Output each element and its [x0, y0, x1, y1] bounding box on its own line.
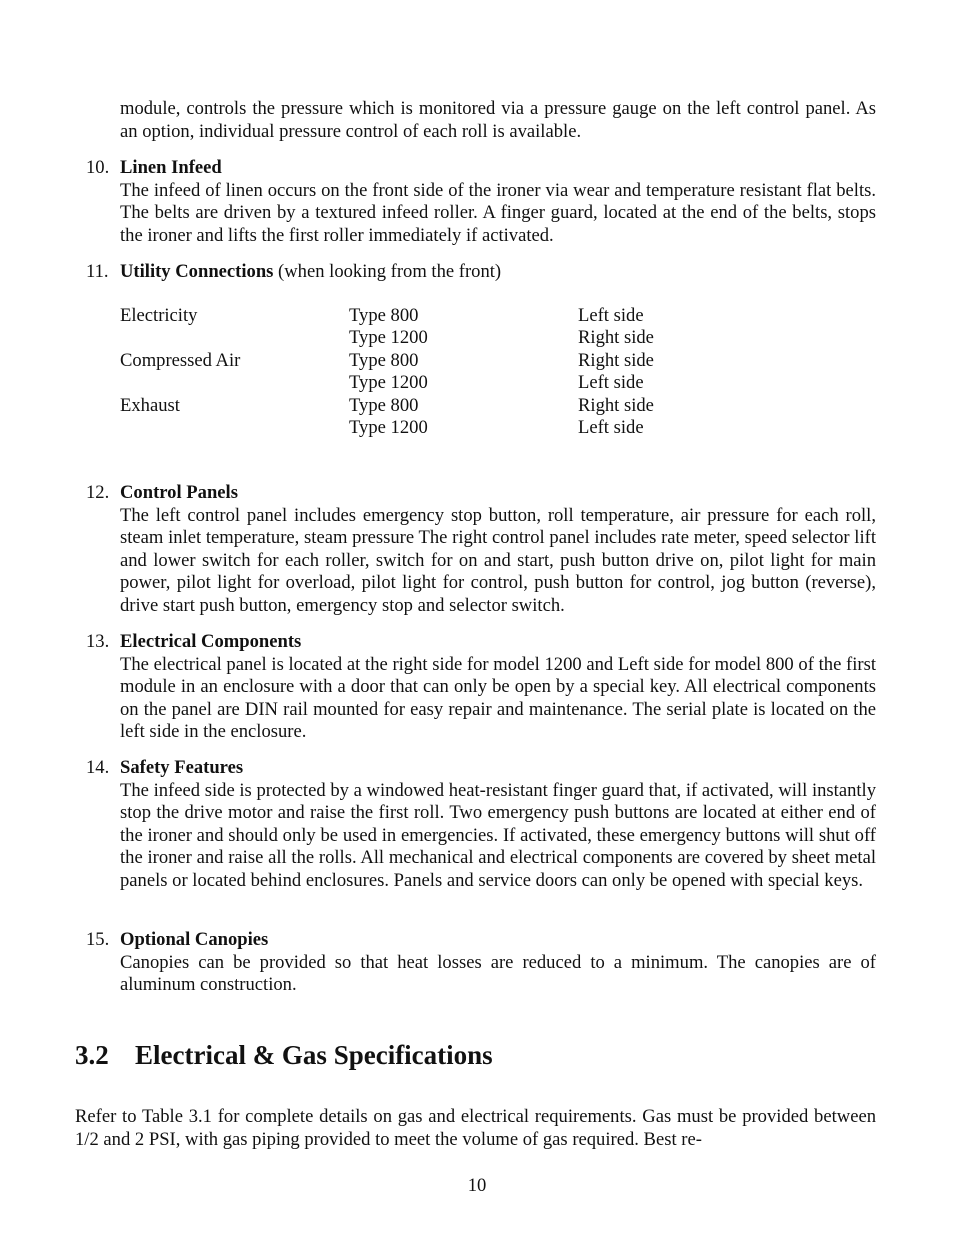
table-row — [120, 417, 654, 440]
utility-type: Type 1200 — [349, 327, 428, 349]
item-number: 13. — [86, 631, 110, 652]
utility-name: Compressed Air — [120, 349, 241, 371]
section-heading — [75, 1040, 493, 1071]
utility-type: Type 1200 — [349, 372, 428, 394]
utility-name — [120, 372, 349, 395]
continuation-paragraph: module, controls the pressure which is monitored via a pressure gauge on the left control panel. As an option, individual pressure control of each roll is available. — [120, 98, 876, 142]
item-title: Optional Canopies — [120, 929, 269, 950]
list-item-optional-canopies — [86, 929, 876, 997]
list-item-linen-infeed — [86, 157, 876, 247]
table-row — [120, 327, 654, 350]
utility-side: Right side — [578, 349, 654, 371]
item-text: The infeed of linen occurs on the front side of the ironer via wear and temperature resistant flat belts. The belts are driven by a textured infeed roller. A finger guard, located at the end of the belts, stops the ironer and lifts the first roller immediately if activated. — [120, 179, 876, 246]
item-subtitle: (when looking from the front) — [273, 261, 502, 282]
utility-name — [120, 327, 349, 350]
utility-side: Left side — [578, 372, 644, 394]
table-row — [120, 395, 654, 418]
table-row — [120, 372, 654, 395]
item-title: Control Panels — [120, 482, 238, 503]
utility-side: Left side — [578, 417, 644, 439]
section-number: 3.2 — [75, 1040, 109, 1070]
item-text: The infeed side is protected by a windowed heat-resistant finger guard that, if activated, will instantly stop the drive motor and raise the first roll. Two emergency push buttons are located at either end of the ironer and should only be used in emergencies. If activated, these emergency buttons will shut off the ironer and raise all the rolls. All mechanical and electrical components are covered by sheet metal panels or located behind enclosures. Panels and service doors can only be opened with special keys. — [120, 779, 876, 891]
list-item-electrical-components — [86, 631, 876, 744]
item-number: 15. — [86, 929, 110, 950]
utility-type: Type 1200 — [349, 417, 428, 439]
item-number: 14. — [86, 757, 110, 778]
item-title: Electrical Components — [120, 631, 302, 652]
utility-side: Right side — [578, 327, 654, 349]
utility-side: Right side — [578, 394, 654, 416]
utility-name: Electricity — [120, 304, 198, 326]
item-number: 11. — [86, 261, 109, 282]
item-title: Linen Infeed — [120, 157, 222, 178]
item-number: 12. — [86, 482, 110, 503]
item-text: The electrical panel is located at the right side for model 1200 and Left side for model 800 of the first module in an enclosure with a door that can only be open by a special key. All electrical components on the panel are DIN rail mounted for easy repair and maintenance. The serial plate is located on the left side in the enclosure. — [120, 653, 876, 743]
utility-side: Left side — [578, 304, 644, 326]
utility-type: Type 800 — [349, 304, 419, 326]
table-row — [120, 305, 654, 328]
refer-paragraph: Refer to Table 3.1 for complete details on gas and electrical requirements. Gas must be provided between 1/2 and 2 PSI, with gas piping provided to meet the volume of gas required. Best re- — [75, 1106, 876, 1150]
utility-table — [120, 305, 654, 440]
utility-type: Type 800 — [349, 349, 419, 371]
page-number: 10 — [467, 1175, 487, 1196]
utility-name — [120, 417, 349, 440]
item-number: 10. — [86, 157, 110, 178]
item-title: Utility Connections — [120, 261, 274, 282]
item-text: The left control panel includes emergency stop button, roll temperature, air pressure for each roll, steam inlet temperature, steam pressure The right control panel includes rate meter, speed selector lift and lower switch for each roller, switch for on and start, push button drive on, pilot light for main power, pilot light for overload, pilot light for control, push button for control, jog button (reverse), drive start push button, emergency stop and selector switch. — [120, 504, 876, 616]
utility-type: Type 800 — [349, 394, 419, 416]
item-text: Canopies can be provided so that heat losses are reduced to a minimum. The canopies are of aluminum construction. — [120, 951, 876, 996]
list-item-safety-features — [86, 757, 876, 893]
section-title: Electrical & Gas Specifications — [135, 1040, 493, 1070]
utility-name: Exhaust — [120, 394, 180, 416]
list-item-utility-connections — [86, 261, 876, 440]
item-title: Safety Features — [120, 757, 244, 778]
list-item-control-panels — [86, 482, 876, 618]
table-row — [120, 350, 654, 373]
